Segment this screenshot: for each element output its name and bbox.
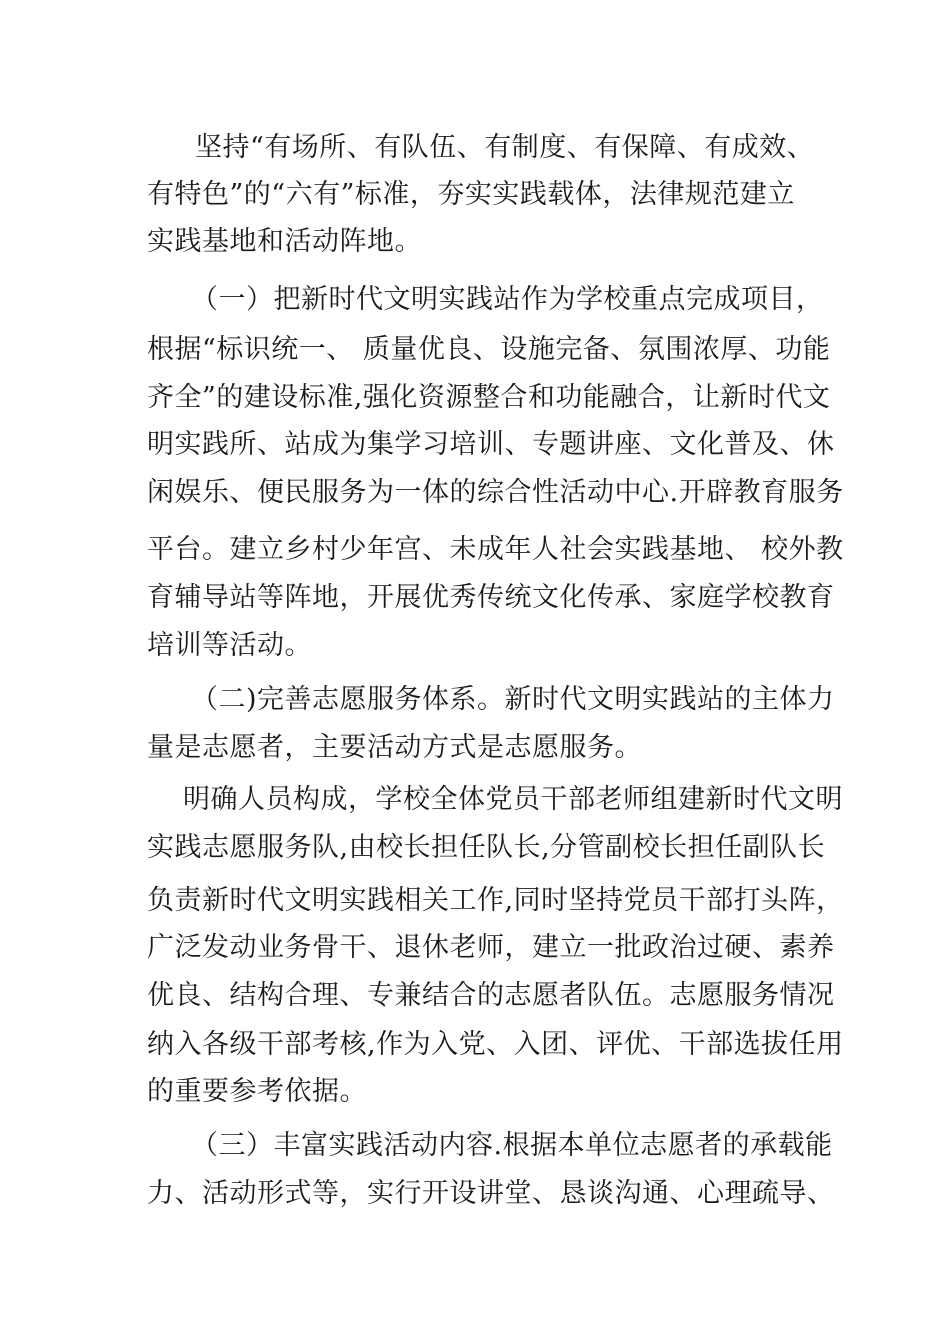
- paragraph-line: 坚持“有场所、有队伍、有制度、有保障、有成效、: [195, 132, 815, 163]
- paragraph-line: 的重要参考依据。: [147, 1076, 367, 1107]
- paragraph-line: 量是志愿者，主要活动方式是志愿服务。: [147, 732, 642, 763]
- paragraph-line: 明实践所、站成为集学习培训、专题讲座、文化普及、休: [147, 429, 835, 460]
- paragraph-line: （二)完善志愿服务体系。新时代文明实践站的主体力: [191, 684, 835, 715]
- paragraph-line: 培训等活动。: [147, 630, 312, 661]
- paragraph-line: 育辅导站等阵地，开展优秀传统文化传承、家庭学校教育: [147, 582, 835, 613]
- paragraph-line: 闲娱乐、便民服务为一体的综合性活动中心.开辟教育服务: [147, 477, 844, 508]
- paragraph-line: 优良、结构合理、专兼结合的志愿者队伍。志愿服务情况: [147, 980, 835, 1011]
- paragraph-line: 齐全”的建设标准,强化资源整合和功能融合，让新时代文: [147, 382, 831, 413]
- paragraph-line: 根据“标识统一、 质量优良、设施完备、氛围浓厚、功能: [147, 334, 831, 365]
- paragraph-line: 负责新时代文明实践相关工作,同时坚持党员干部打头阵，: [147, 885, 844, 916]
- paragraph-line: 明确人员构成，学校全体党员干部老师组建新时代文明: [183, 784, 843, 815]
- paragraph-line: 实践基地和活动阵地。: [147, 226, 422, 257]
- paragraph-line: 有特色”的“六有”标准，夯实实践载体，法律规范建立: [147, 179, 795, 210]
- paragraph-line: 力、活动形式等，实行开设讲堂、恳谈沟通、心理疏导、: [147, 1178, 835, 1209]
- paragraph-line: 实践志愿服务队,由校长担任队长,分管副校长担任副队长: [147, 832, 826, 863]
- paragraph-line: （三）丰富实践活动内容.根据本单位志愿者的承载能: [191, 1130, 833, 1161]
- paragraph-line: 广泛发动业务骨干、退休老师，建立一批政治过硬、素养: [147, 932, 835, 963]
- paragraph-line: （一）把新时代文明实践站作为学校重点完成项目，: [191, 284, 824, 315]
- paragraph-line: 纳入各级干部考核,作为入党、入团、评优、干部选拔任用: [147, 1029, 844, 1060]
- paragraph-line: 平台。建立乡村少年宫、未成年人社会实践基地、 校外教: [147, 534, 844, 565]
